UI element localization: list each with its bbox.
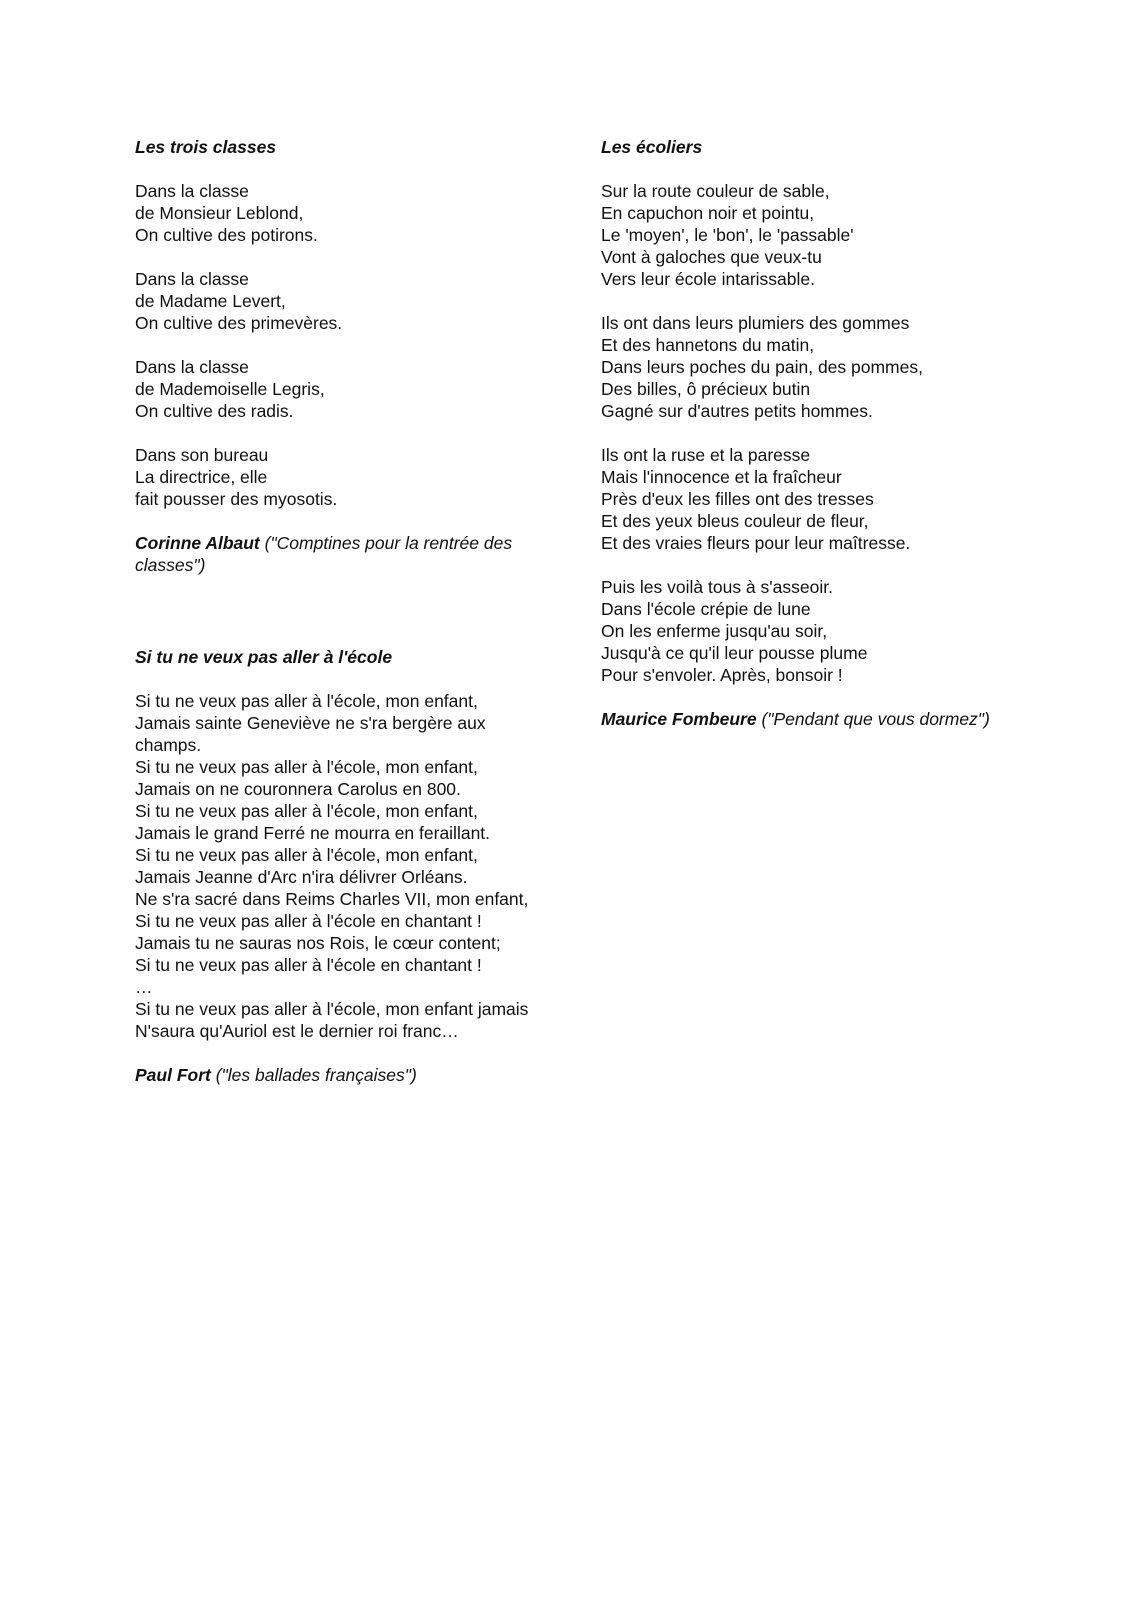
verse-line: On cultive des primevères. — [135, 313, 343, 333]
verse-line: En capuchon noir et pointu, — [601, 203, 815, 223]
stanza — [601, 312, 1001, 422]
poem-attribution — [601, 708, 1001, 730]
verse-line: Dans la classe — [135, 269, 249, 289]
verse-line: Dans la classe — [135, 357, 249, 377]
verse-line: On cultive des potirons. — [135, 225, 318, 245]
verse-line: Si tu ne veux pas aller à l'école, mon enfant jamais — [135, 999, 529, 1019]
poem-source: ("Comptines pour la rentrée des classes") — [135, 533, 513, 575]
verse-line: Jamais on ne couronnera Carolus en 800. — [135, 779, 461, 799]
verse-line: Si tu ne veux pas aller à l'école, mon enfant, — [135, 801, 478, 821]
verse-line: de Madame Levert, — [135, 291, 286, 311]
poem-les-ecoliers — [601, 136, 1001, 730]
poem-attribution — [135, 1064, 535, 1086]
right-column — [601, 136, 1001, 730]
verse-line: La directrice, elle — [135, 467, 268, 487]
verse-line: Jamais Jeanne d'Arc n'ira délivrer Orléans. — [135, 867, 468, 887]
poem-author: Paul Fort — [135, 1065, 211, 1085]
poem-source: ("les ballades françaises") — [210, 1065, 417, 1085]
verse-line: Et des hannetons du matin, — [601, 335, 815, 355]
poem-si-tu-ne-veux-pas — [135, 646, 535, 1086]
verse-line: Ne s'ra sacré dans Reims Charles VII, mon enfant, — [135, 889, 529, 909]
verse-line: Si tu ne veux pas aller à l'école, mon enfant, — [135, 845, 478, 865]
stanza — [135, 444, 535, 510]
poem-author: Maurice Fombeure — [601, 709, 757, 729]
verse-line: Ils ont la ruse et la paresse — [601, 445, 811, 465]
verse-line: On cultive des radis. — [135, 401, 294, 421]
verse-line: de Mademoiselle Legris, — [135, 379, 325, 399]
verse-line: Sur la route couleur de sable, — [601, 181, 830, 201]
verse-line: Vers leur école intarissable. — [601, 269, 815, 289]
verse-line: Des billes, ô précieux butin — [601, 379, 811, 399]
stanza — [135, 356, 535, 422]
verse-line: Et des yeux bleus couleur de fleur, — [601, 511, 869, 531]
poem-title: Si tu ne veux pas aller à l'école — [135, 647, 393, 667]
verse-line: Si tu ne veux pas aller à l'école, mon enfant, — [135, 691, 478, 711]
verse-line: Dans leurs poches du pain, des pommes, — [601, 357, 923, 377]
verse-line: Jamais tu ne sauras nos Rois, le cœur content; — [135, 933, 501, 953]
verse-line: Jamais sainte Geneviève ne s'ra bergère aux champs. — [135, 713, 486, 755]
verse-line: N'saura qu'Auriol est le dernier roi franc… — [135, 1021, 459, 1041]
verse-line: Vont à galoches que veux-tu — [601, 247, 822, 267]
stanza — [601, 444, 1001, 554]
verse-line: Puis les voilà tous à s'asseoir. — [601, 577, 833, 597]
verse-line: Pour s'envoler. Après, bonsoir ! — [601, 665, 843, 685]
verse-line: Si tu ne veux pas aller à l'école en chantant ! — [135, 955, 482, 975]
poem-title: Les écoliers — [601, 137, 703, 157]
verse-line: fait pousser des myosotis. — [135, 489, 338, 509]
stanza — [135, 690, 535, 1042]
verse-line: On les enferme jusqu'au soir, — [601, 621, 828, 641]
poem-les-trois-classes — [135, 136, 535, 576]
verse-line: Dans l'école crépie de lune — [601, 599, 811, 619]
stanza — [601, 576, 1001, 686]
verse-line: Près d'eux les filles ont des tresses — [601, 489, 874, 509]
verse-line: de Monsieur Leblond, — [135, 203, 304, 223]
verse-line: Gagné sur d'autres petits hommes. — [601, 401, 873, 421]
stanza — [601, 180, 1001, 290]
verse-line: Jusqu'à ce qu'il leur pousse plume — [601, 643, 868, 663]
verse-line: Si tu ne veux pas aller à l'école, mon enfant, — [135, 757, 478, 777]
verse-line: Dans son bureau — [135, 445, 269, 465]
poem-title: Les trois classes — [135, 137, 277, 157]
verse-line: Ils ont dans leurs plumiers des gommes — [601, 313, 910, 333]
poem-source: ("Pendant que vous dormez") — [756, 709, 990, 729]
stanza — [135, 268, 535, 334]
verse-line: Si tu ne veux pas aller à l'école en chantant ! — [135, 911, 482, 931]
stanza — [135, 180, 535, 246]
verse-line: Mais l'innocence et la fraîcheur — [601, 467, 842, 487]
left-column — [135, 136, 535, 1086]
verse-line: … — [135, 977, 153, 997]
verse-line: Et des vraies fleurs pour leur maîtresse. — [601, 533, 911, 553]
verse-line: Le 'moyen', le 'bon', le 'passable' — [601, 225, 854, 245]
verse-line: Jamais le grand Ferré ne mourra en feraillant. — [135, 823, 491, 843]
poem-author: Corinne Albaut — [135, 533, 260, 553]
poem-attribution — [135, 532, 535, 576]
verse-line: Dans la classe — [135, 181, 249, 201]
spacer — [135, 576, 535, 646]
